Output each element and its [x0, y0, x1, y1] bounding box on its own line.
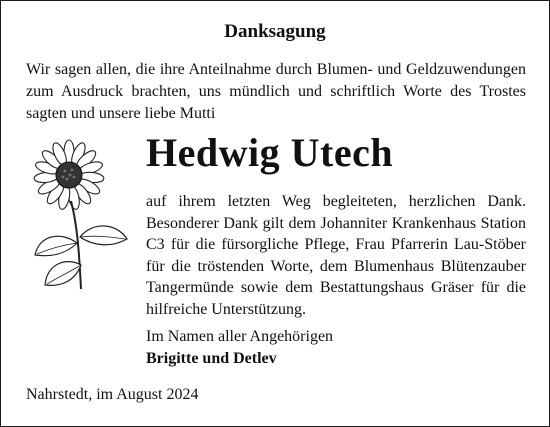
place-date: Nahrstedt, im August 2024: [26, 386, 199, 403]
sunflower-illustration: [21, 139, 139, 291]
deceased-name: Hedwig Utech: [146, 130, 394, 175]
notice-heading: Danksagung: [224, 21, 326, 42]
signers: Brigitte und Detlev: [146, 350, 277, 367]
thanks-paragraph: auf ihrem letzten Weg begleiteten, herzlichen Dank. Besonderer Dank gilt dem Johanniter Krankenhaus Station C3 für die fürsorgliche Pflege, Frau Pfarrerin Lau-Stöber für die tröstenden Worte, dem Blumenhaus Blütenzauber Tangermünde sowie dem Bestattungshaus Gräser für die hilfreiche Unterstützung.: [146, 193, 526, 318]
intro-paragraph: Wir sagen allen, die ihre Anteilnahme durch Blumen- und Geldzuwendungen zum Ausdruck brachten, uns mündlich und schriftlich Worte des Trostes sagten und unsere liebe Mutti: [26, 61, 526, 122]
family-intro: Im Namen aller Angehörigen: [146, 328, 334, 345]
